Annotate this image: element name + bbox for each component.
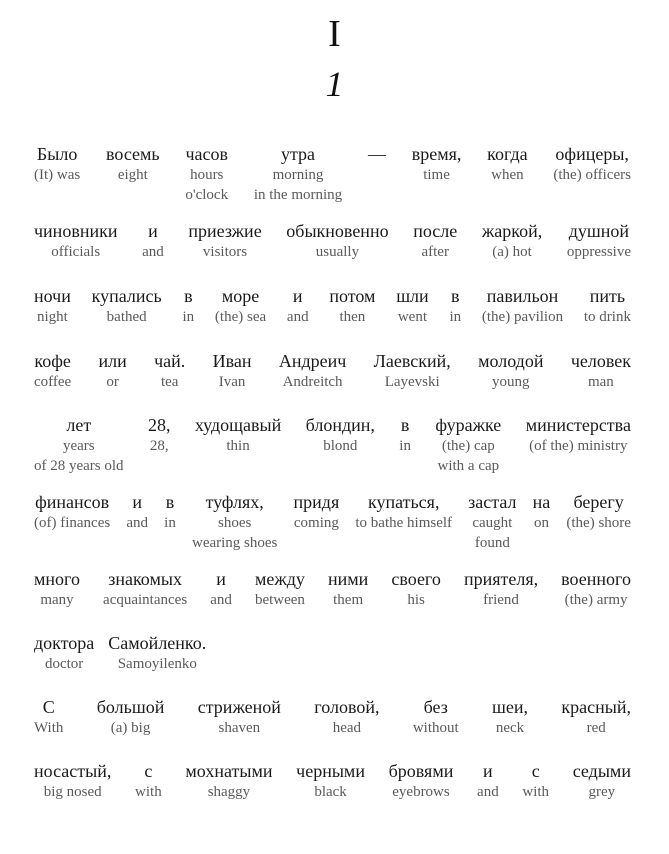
word-pair [97,696,165,738]
word-pair [492,696,528,738]
word-pair [92,285,162,327]
russian-word: в [451,286,460,306]
word-pair [435,414,501,476]
russian-word: военного [561,569,631,589]
english-gloss: in [182,309,195,325]
english-gloss: in [164,515,176,531]
word-pair [164,491,176,533]
english-gloss: (the) cap [441,438,495,454]
russian-word: и [148,221,158,241]
word-pair [294,491,340,533]
word-pair [374,350,451,392]
english-gloss: Samoyilenko [117,656,197,672]
english-gloss: then [339,309,366,325]
russian-word: много [34,569,80,589]
word-pair [126,491,148,533]
russian-word: седыми [572,761,631,781]
word-pair [526,414,631,456]
word-pair [571,350,631,392]
english-gloss: red [586,720,606,736]
english-gloss: (of) finances [34,515,111,531]
english-gloss: with [522,784,550,800]
english-gloss: (the) pavilion [481,309,564,325]
english-gloss: (the) shore [566,515,631,531]
russian-word: и [483,761,493,781]
russian-word: ними [328,569,369,589]
word-pair [188,220,261,262]
word-pair [192,491,277,553]
russian-word: придя [293,492,340,512]
english-gloss: coffee [34,374,72,390]
word-pair [154,350,185,392]
word-pair [561,568,631,610]
word-pair [287,285,309,327]
russian-word: павильон [486,286,559,306]
english-gloss: time [423,167,450,183]
english-gloss: visitors [202,244,248,260]
word-pair [522,760,549,802]
english-gloss: and [126,515,149,531]
word-pair [314,696,379,738]
word-pair [328,568,368,610]
russian-word: жаркой, [481,221,543,241]
text-line [34,414,631,491]
chapter-heading-number: 1 [325,64,344,104]
word-pair [573,760,631,802]
word-pair [254,143,342,205]
russian-word: между [254,569,305,589]
word-pair [135,760,162,802]
english-gloss: shoes [218,515,252,531]
english-gloss: between [254,592,305,608]
russian-word: приезжие [188,221,262,241]
english-gloss: young [492,374,530,390]
english-gloss: eyebrows [392,784,450,800]
word-pair [399,414,411,456]
word-pair [148,414,171,456]
english-gloss: With [34,720,64,736]
word-pair [355,491,452,533]
russian-word: восемь [106,144,160,164]
english-gloss: on [533,515,549,531]
english-gloss: or [106,374,119,390]
text-line [34,760,631,824]
english-gloss: in [399,438,411,454]
russian-word: потом [329,286,376,306]
russian-word: Было [36,144,78,164]
word-pair [279,350,346,392]
english-gloss: usually [315,244,360,260]
word-pair [34,568,80,610]
word-pair [487,143,527,185]
word-pair [286,220,388,262]
word-pair [210,568,232,610]
english-gloss-alt: of 28 years old [34,458,124,474]
english-gloss: in [449,309,462,325]
word-pair [182,285,194,327]
russian-word: с [144,761,153,781]
russian-word: Андреич [278,351,347,371]
english-gloss: eight [117,167,148,183]
russian-word: кофе [34,351,71,371]
english-gloss: man [587,374,614,390]
russian-word: время, [411,144,462,164]
english-gloss: acquaintances [103,592,188,608]
russian-word: фуражке [435,415,502,435]
english-gloss: tea [160,374,179,390]
russian-word: Иван [212,351,252,371]
russian-word: Самойленко. [108,633,207,653]
word-pair [34,414,124,476]
russian-word: ночи [34,286,71,306]
word-pair [34,632,94,674]
russian-word: в [165,492,175,512]
english-gloss: doctor [44,656,84,672]
word-pair [413,696,459,738]
russian-word: своего [391,569,441,589]
russian-word: — [367,144,386,164]
russian-word: мохнатыми [185,761,273,781]
english-gloss-alt: wearing shoes [191,535,278,551]
english-gloss: when [491,167,524,183]
english-gloss: years [62,438,95,454]
chapter-heading-roman: I [328,13,341,55]
word-pair [103,568,187,610]
word-pair [533,491,551,533]
word-pair [255,568,305,610]
word-pair [198,696,281,738]
text-line [34,285,631,350]
word-pair [468,491,516,553]
russian-word: или [98,351,127,371]
word-pair [306,414,375,456]
word-pair [391,568,441,610]
russian-word: шли [396,286,429,306]
english-gloss: big nosed [43,784,102,800]
russian-word: красный, [561,697,631,717]
english-gloss: (the) sea [214,309,267,325]
english-gloss: hours [190,167,224,183]
word-pair [34,696,63,738]
english-gloss: morning [272,167,324,183]
russian-word: застал [468,492,517,512]
word-pair [477,760,499,802]
word-pair [185,143,228,205]
russian-word: 28, [147,415,171,435]
russian-word: в [184,286,193,306]
russian-word: бровями [388,761,454,781]
russian-word: лет [66,415,92,435]
word-pair [34,760,111,802]
russian-word: министерства [525,415,631,435]
russian-word: худощавый [194,415,282,435]
russian-word: и [292,286,303,306]
english-gloss: shaven [218,720,261,736]
word-pair [329,285,375,327]
english-gloss: many [40,592,74,608]
word-pair [566,491,631,533]
english-gloss: to drink [583,309,631,325]
russian-word: шеи, [492,697,529,717]
english-gloss: (of the) ministry [529,438,628,454]
word-pair [34,350,71,392]
russian-word: в [400,415,410,435]
word-pair [389,760,454,802]
english-gloss: (It) was [34,167,81,183]
english-gloss: blond [323,438,358,454]
english-gloss: (the) army [564,592,628,608]
text-line [34,568,631,632]
word-pair [464,568,538,610]
english-gloss: went [397,309,428,325]
russian-word: часов [185,144,228,164]
english-gloss: caught [472,515,513,531]
english-gloss: bathed [106,309,147,325]
word-pair [396,285,428,327]
word-pair [478,350,543,392]
text-line [34,632,631,696]
word-pair [561,696,631,738]
russian-word: приятеля, [463,569,539,589]
russian-word: купаться, [367,492,440,512]
english-gloss: (the) officers [553,167,631,183]
russian-word: человек [570,351,631,371]
english-gloss: oppressive [566,244,631,260]
word-pair [99,350,127,392]
word-pair [368,143,386,165]
russian-word: когда [487,144,528,164]
english-gloss-alt: found [474,535,510,551]
russian-word: пить [589,286,626,306]
text-line [34,491,631,568]
russian-word: доктора [34,633,95,653]
interlinear-text [34,143,631,824]
word-pair [195,414,281,456]
word-pair [449,285,461,327]
russian-word: и [132,492,143,512]
russian-word: большой [96,697,165,717]
word-pair [482,285,563,327]
english-gloss: neck [495,720,525,736]
russian-word: душной [568,221,630,241]
english-gloss: and [286,309,309,325]
english-gloss: and [142,244,164,260]
word-pair [296,760,365,802]
russian-word: чиновники [34,221,118,241]
english-gloss: without [412,720,459,736]
word-pair [34,285,71,327]
russian-word: Лаевский, [373,351,451,371]
russian-word: черными [296,761,365,781]
word-pair [213,350,252,392]
english-gloss: Andreitch [282,374,343,390]
word-pair [412,143,462,185]
russian-word: стриженой [197,697,281,717]
english-gloss: coming [293,515,339,531]
english-gloss: (a) hot [492,244,532,260]
russian-word: купались [91,286,162,306]
english-gloss: Ivan [218,374,246,390]
english-gloss: and [477,784,499,800]
english-gloss-alt: with a cap [437,458,500,474]
russian-word: офицеры, [555,144,629,164]
english-gloss: officials [51,244,101,260]
russian-word: знакомых [108,569,182,589]
word-pair [413,220,457,262]
english-gloss: head [332,720,362,736]
word-pair [215,285,266,327]
russian-word: берегу [573,492,624,512]
word-pair [34,220,117,262]
russian-word: чай. [154,351,186,371]
russian-word: финансов [35,492,110,512]
text-line [34,143,631,220]
russian-word: утра [280,144,316,164]
english-gloss: 28, [149,438,169,454]
text-line [34,220,631,285]
word-pair [142,220,164,262]
russian-word: на [532,492,551,512]
english-gloss: them [333,592,364,608]
russian-word: молодой [478,351,544,371]
russian-word: море [221,286,260,306]
english-gloss: his [407,592,425,608]
english-gloss: to bathe himself [355,515,453,531]
english-gloss-alt: in the morning [253,187,343,203]
english-gloss: thin [226,438,250,454]
russian-word: носастый, [34,761,112,781]
english-gloss: grey [588,784,616,800]
english-gloss: with [135,784,162,800]
text-line [34,696,631,760]
english-gloss: and [210,592,232,608]
russian-word: после [413,221,458,241]
word-pair [34,143,80,185]
english-gloss: night [37,309,68,325]
english-gloss: friend [483,592,519,608]
russian-word: туфлях, [205,492,264,512]
text-line [34,350,631,414]
word-pair [482,220,542,262]
word-pair [34,491,110,533]
word-pair [108,632,206,674]
word-pair [185,760,272,802]
russian-word: с [531,761,540,781]
russian-word: без [423,697,448,717]
word-pair [106,143,160,185]
russian-word: обыкновенно [286,221,389,241]
english-gloss: after [421,244,449,260]
english-gloss: Layevski [384,374,440,390]
russian-word: С [42,697,55,717]
russian-word: и [216,569,226,589]
english-gloss: shaggy [207,784,251,800]
word-pair [567,220,631,262]
english-gloss: (a) big [110,720,151,736]
english-gloss: black [314,784,347,800]
russian-word: блондин, [305,415,375,435]
word-pair [553,143,631,185]
russian-word: головой, [314,697,380,717]
english-gloss-alt: o'clock [185,187,229,203]
word-pair [584,285,631,327]
